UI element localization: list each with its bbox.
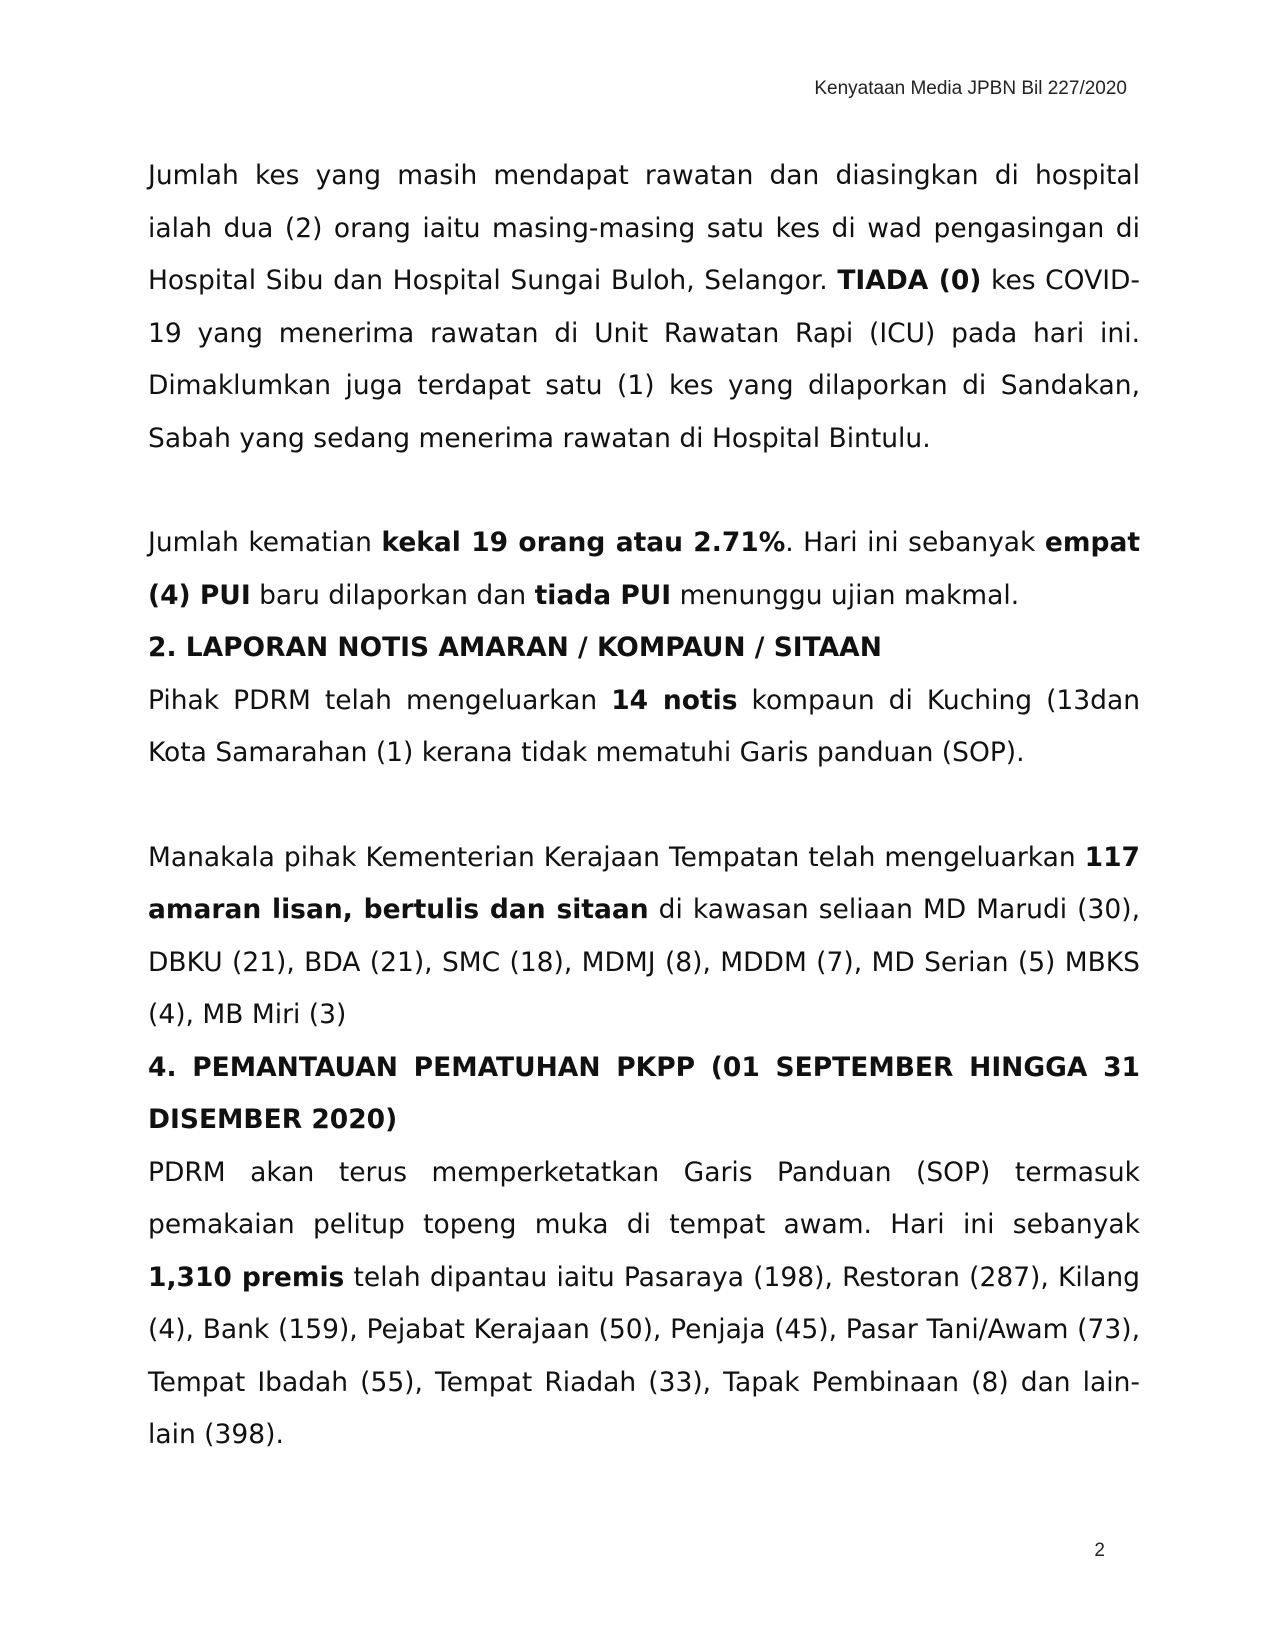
notices-pdrm-text-2: kompaun di Kuching (13dan Kota Samarahan (1) kerana tidak mematuhi Garis panduan (SOP). — [148, 684, 1140, 768]
deaths-bold-pui-new: empat (4) PUI — [148, 527, 1141, 611]
treatment-text-1: Jumlah kes yang masih mendapat rawatan dan diasingkan di hospital ialah dua (2) orang iaitu masing-masing satu kes di wad pengasingan di Hospital Sibu dan Hospital Sungai Buloh, Selangor. — [148, 160, 1140, 296]
notices-pdrm-bold-count: 14 notis — [611, 684, 738, 716]
document-reference: Kenyataan Media JPBN Bil 227/2020 — [814, 78, 1127, 99]
monitoring-text-1: PDRM akan terus memperketatkan Garis Panduan (SOP) termasuk pemakaian pelitup topeng muka di tempat awam. Hari ini sebanyak — [148, 1156, 1140, 1240]
document-body — [148, 150, 1140, 1462]
deaths-text-4: menunggu ujian makmal. — [671, 579, 1020, 611]
notices-kkt-paragraph — [148, 832, 1140, 1042]
deaths-text-2: . Hari ini sebanyak — [785, 527, 1045, 558]
deaths-text-3: baru dilaporkan dan — [250, 579, 535, 611]
notices-kkt-text-2: di kawasan seliaan MD Marudi (30), DBKU (21), BDA (21), SMC (18), MDMJ (8), MDDM (7), MD Serian (5) MBKS (4), MB Miri (3) — [148, 894, 1140, 1030]
monitoring-paragraph — [148, 1147, 1140, 1462]
notices-pdrm-paragraph — [148, 675, 1140, 780]
notices-kkt-bold-count: 117 amaran lisan, bertulis dan sitaan — [148, 841, 1140, 925]
page-number: 2 — [1094, 1540, 1105, 1561]
section-heading-notices: 2. LAPORAN NOTIS AMARAN / KOMPAUN / SITAAN — [148, 632, 882, 663]
monitoring-text-2: telah dipantau iaitu Pasaraya (198), Restoran (287), Kilang (4), Bank (159), Pejabat Kerajaan (50), Penjaja (45), Pasar Tani/Awam (73), Tempat Ibadah (55), Tempat Riadah (33), Tapak Pembinaan (8) dan lain-lain (398). — [148, 1261, 1140, 1450]
deaths-bold-count: kekal 19 orang atau 2.71% — [381, 527, 786, 558]
treatment-text-2: kes COVID-19 yang menerima rawatan di Unit Rawatan Rapi (ICU) pada hari ini. Dimaklumkan juga terdapat satu (1) kes yang dilaporkan di Sandakan, Sabah yang sedang menerima rawatan di Hospital Bintulu. — [148, 265, 1140, 454]
monitoring-bold-premises: 1,310 premis — [148, 1261, 345, 1293]
treatment-bold-icu-count: TIADA (0) — [837, 265, 982, 296]
treatment-paragraph — [148, 150, 1140, 465]
deaths-paragraph — [148, 517, 1140, 622]
notices-kkt-text-1: Manakala pihak Kementerian Kerajaan Tempatan telah mengeluarkan — [148, 841, 1085, 873]
deaths-text-1: Jumlah kematian — [148, 527, 382, 558]
deaths-bold-pui-pending: tiada PUI — [534, 579, 672, 611]
section-heading-monitoring: 4. PEMANTAUAN PEMATUHAN PKPP (01 SEPTEMBER HINGGA 31 DISEMBER 2020) — [148, 1051, 1140, 1135]
notices-pdrm-text-1: Pihak PDRM telah mengeluarkan — [148, 684, 612, 716]
